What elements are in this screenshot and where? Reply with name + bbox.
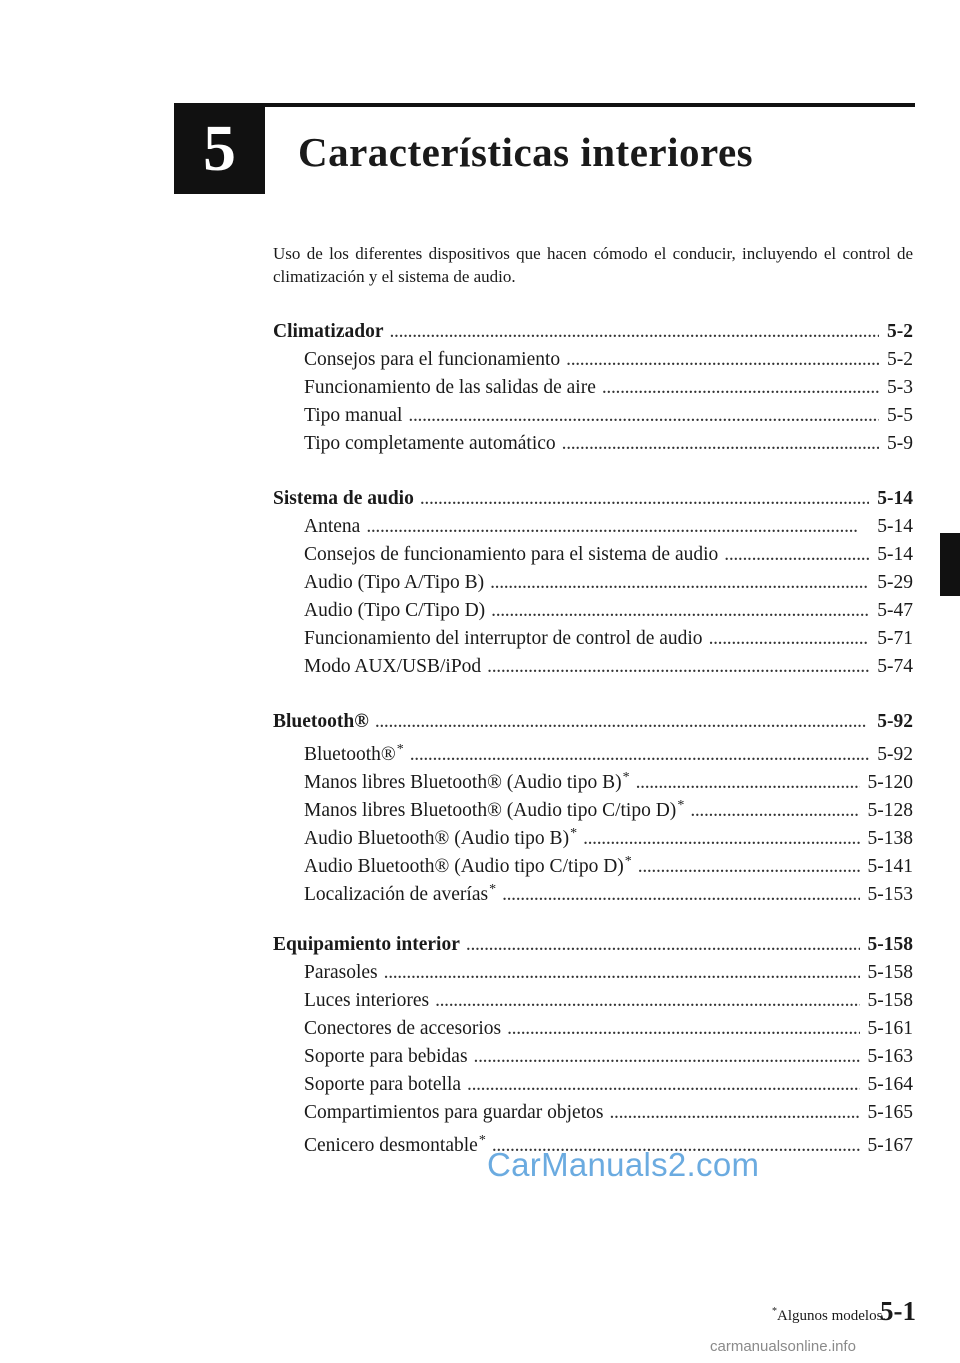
toc-entry-page: 5-92: [877, 744, 913, 765]
toc-entry-page: 5-71: [877, 628, 913, 649]
toc-entry-label: [304, 1015, 501, 1043]
toc-section-heading-text: Sistema de audio: [273, 488, 414, 509]
toc-entry-label: [304, 987, 429, 1015]
toc-section-heading-page: 5-14: [877, 488, 913, 509]
toc-entry-text: Luces interiores: [304, 990, 430, 1011]
toc-entry-page: 5-14: [877, 544, 913, 565]
toc-entry-label: [304, 374, 596, 402]
chapter-top-rule: [174, 103, 915, 107]
toc-entry-text: Cenicero desmontable: [304, 1135, 478, 1156]
dot-leader: [724, 541, 869, 569]
toc-entry-text: Parasoles: [304, 962, 378, 983]
toc-entry[interactable]: [273, 597, 913, 625]
toc-entry-page: 5-14: [877, 516, 913, 537]
footnote-text: Algunos modelos.: [777, 1308, 887, 1324]
dot-leader: [566, 346, 879, 374]
toc-entry-text: Modo AUX/USB/iPod: [304, 656, 482, 677]
toc-entry[interactable]: [273, 820, 913, 848]
some-models-star-icon: *: [489, 882, 497, 897]
toc-entry-page: 5-163: [867, 1046, 913, 1067]
toc-entry[interactable]: [273, 1071, 913, 1099]
dot-leader: [435, 987, 859, 1015]
toc-entry-page: 5-167: [867, 1135, 913, 1156]
toc-entry[interactable]: [273, 374, 913, 402]
dot-leader: [384, 959, 860, 987]
toc-entry-text: Tipo manual: [304, 405, 403, 426]
toc-entry-label: [304, 653, 481, 681]
toc-entry-text: Manos libres Bluetooth® (Audio tipo B): [304, 772, 622, 793]
toc-entry-text: Manos libres Bluetooth® (Audio tipo C/tipo D): [304, 800, 677, 821]
toc-entry-page: 5-161: [867, 1018, 913, 1039]
toc-section-heading-label: [273, 708, 369, 736]
table-of-contents: [273, 318, 913, 1182]
dot-leader: [602, 374, 879, 402]
toc-entry[interactable]: [273, 346, 913, 374]
some-models-star-icon: *: [478, 1133, 486, 1148]
toc-entry[interactable]: [273, 625, 913, 653]
footnote: [772, 1306, 886, 1325]
toc-section-heading[interactable]: [273, 931, 913, 959]
toc-entry[interactable]: [273, 876, 913, 904]
toc-entry-page: 5-5: [887, 405, 913, 426]
toc-section-heading-page: 5-2: [887, 321, 913, 342]
toc-entry-label: [304, 959, 378, 987]
toc-entry[interactable]: [273, 569, 913, 597]
toc-entry-text: Audio Bluetooth® (Audio tipo B): [304, 828, 570, 849]
dot-leader: [709, 625, 870, 653]
dot-leader: [408, 402, 879, 430]
toc-entry-label: [304, 569, 484, 597]
toc-entry-label: [304, 346, 560, 374]
dot-leader: [466, 931, 860, 959]
toc-entry-page: 5-153: [867, 884, 913, 905]
toc-section-heading-text: Bluetooth®: [273, 711, 369, 732]
toc-entry-text: Bluetooth®: [304, 744, 396, 765]
dot-leader: [690, 797, 859, 825]
toc-entry[interactable]: [273, 541, 913, 569]
toc-entry-page: 5-120: [867, 772, 913, 793]
toc-entry-text: Compartimientos para guardar objetos: [304, 1102, 604, 1123]
toc-section-heading-label: [273, 931, 460, 959]
toc-entry-page: 5-158: [867, 990, 913, 1011]
dot-leader: [502, 881, 859, 909]
toc-entry[interactable]: [273, 792, 913, 820]
toc-entry-page: 5-128: [867, 800, 913, 821]
toc-entry-text: Audio Bluetooth® (Audio tipo C/tipo D): [304, 856, 624, 877]
toc-entry-text: Consejos de funcionamiento para el sistema de audio: [304, 544, 719, 565]
toc-entry[interactable]: [273, 1015, 913, 1043]
dot-leader: [389, 318, 879, 346]
toc-entry-label: [304, 1071, 461, 1099]
toc-entry-page: 5-164: [867, 1074, 913, 1095]
chapter-title: Características interiores: [298, 129, 754, 175]
toc-entry-page: 5-138: [867, 828, 913, 849]
dot-leader: [638, 853, 860, 881]
toc-entry-page: 5-74: [877, 656, 913, 677]
dot-leader: [507, 1015, 859, 1043]
dot-leader: [490, 569, 869, 597]
footnote-star: *: [772, 1306, 777, 1317]
bottom-watermark[interactable]: carmanualsonline.info: [710, 1338, 856, 1355]
toc-entry[interactable]: [273, 1043, 913, 1071]
toc-entry-page: 5-47: [877, 600, 913, 621]
toc-section-heading-label: [273, 318, 383, 346]
toc-entry[interactable]: [273, 959, 913, 987]
dot-leader: [487, 653, 869, 681]
toc-entry[interactable]: [273, 653, 913, 681]
toc-entry-text: Soporte para botella: [304, 1074, 462, 1095]
toc-section-heading[interactable]: [273, 485, 913, 513]
toc-entry-page: 5-165: [867, 1102, 913, 1123]
dot-leader: [562, 430, 879, 458]
toc-section: [273, 485, 913, 681]
toc-section-heading[interactable]: [273, 318, 913, 346]
toc-entry-page: 5-3: [887, 377, 913, 398]
dot-leader: [366, 513, 869, 541]
toc-section: [273, 318, 913, 458]
page-number: 5-1: [880, 1296, 916, 1326]
toc-entry-label: [304, 430, 556, 458]
toc-entry-text: Soporte para bebidas: [304, 1046, 468, 1067]
toc-entry-page: 5-29: [877, 572, 913, 593]
dot-leader: [609, 1099, 859, 1127]
toc-section-heading-page: 5-92: [877, 711, 913, 732]
toc-entry-text: Funcionamiento de las salidas de aire: [304, 377, 596, 398]
some-models-star-icon: *: [570, 826, 578, 841]
toc-entry[interactable]: [273, 1099, 913, 1127]
toc-entry-label: [304, 513, 360, 541]
toc-section: [273, 708, 913, 904]
toc-entry-label: [304, 541, 718, 569]
toc-entry-page: 5-158: [867, 962, 913, 983]
toc-entry[interactable]: [273, 513, 913, 541]
toc-entry[interactable]: [273, 987, 913, 1015]
toc-entry-label: [304, 1099, 603, 1127]
toc-entry-label: [304, 402, 402, 430]
some-models-star-icon: *: [677, 798, 685, 813]
toc-entry[interactable]: [273, 430, 913, 458]
toc-entry-text: Funcionamiento del interruptor de control de audio: [304, 628, 703, 649]
toc-entry-page: 5-141: [867, 856, 913, 877]
toc-entry-text: Audio (Tipo A/Tipo B): [304, 572, 485, 593]
toc-entry-label: [304, 597, 485, 625]
chapter-number: 5: [203, 112, 236, 185]
toc-entry-label: [304, 1127, 486, 1160]
toc-entry-label: [304, 1043, 468, 1071]
toc-entry-text: Tipo completamente automático: [304, 433, 556, 454]
toc-entry-text: Conectores de accesorios: [304, 1018, 502, 1039]
dot-leader: [375, 708, 869, 736]
toc-entry-text: Antena: [304, 516, 361, 537]
toc-entry-page: 5-9: [887, 433, 913, 454]
toc-entry[interactable]: [273, 764, 913, 792]
toc-entry[interactable]: [273, 736, 913, 764]
toc-entry-label: [304, 625, 703, 653]
dot-leader: [420, 485, 869, 513]
toc-entry[interactable]: [273, 848, 913, 876]
toc-section-heading-text: Climatizador: [273, 321, 384, 342]
dot-leader: [467, 1071, 859, 1099]
toc-entry-text: Consejos para el funcionamiento: [304, 349, 561, 370]
dot-leader: [474, 1043, 860, 1071]
toc-entry-page: 5-2: [887, 349, 913, 370]
toc-section-heading-text: Equipamiento interior: [273, 934, 460, 955]
some-models-star-icon: *: [622, 770, 630, 785]
some-models-star-icon: *: [396, 742, 404, 757]
toc-section: [273, 931, 913, 1155]
chapter-intro: Uso de los diferentes dispositivos que hacen cómodo el conducir, incluyendo el control de climatización y el sistema de audio.: [273, 244, 913, 286]
chapter-side-tab: [940, 533, 960, 596]
toc-entry-text: Audio (Tipo C/Tipo D): [304, 600, 486, 621]
toc-entry-label: [304, 876, 496, 909]
watermark-logo[interactable]: CarManuals2.com: [487, 1146, 760, 1183]
toc-section-heading[interactable]: [273, 708, 913, 736]
toc-section-heading-page: 5-158: [867, 934, 913, 955]
dot-leader: [491, 597, 869, 625]
toc-entry-text: Localización de averías: [304, 884, 489, 905]
chapter-number-badge: [174, 103, 265, 194]
toc-entry[interactable]: [273, 402, 913, 430]
some-models-star-icon: *: [624, 854, 632, 869]
toc-section-heading-label: [273, 485, 414, 513]
